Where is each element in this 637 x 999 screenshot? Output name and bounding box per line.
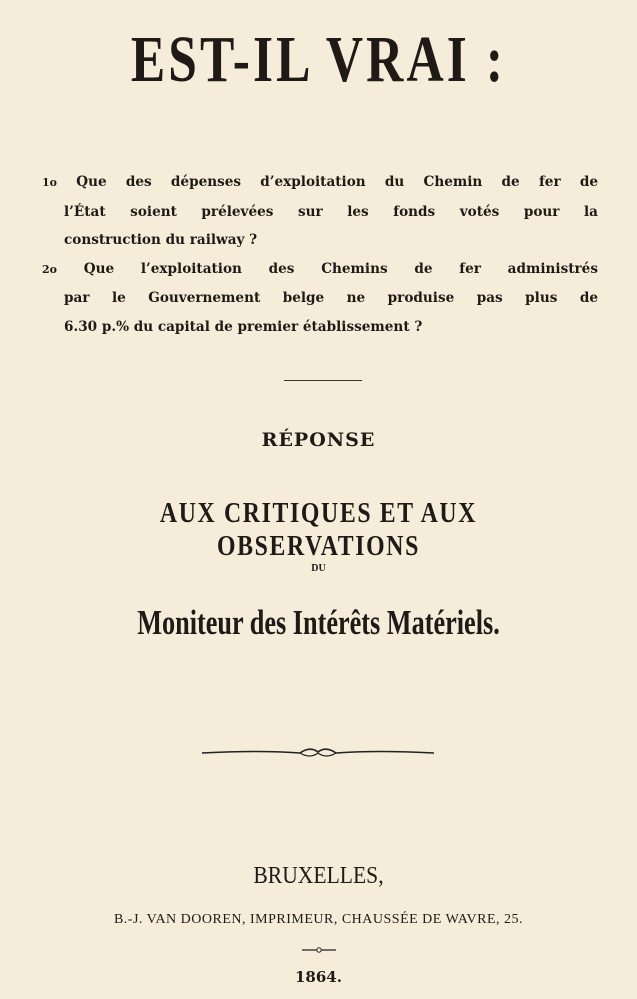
question-2-line-3: 6.30 p.% du capital de premier établissement ? <box>64 318 423 335</box>
questions <box>42 168 598 342</box>
reponse-heading: RÉPONSE <box>261 429 376 451</box>
journal-title: Moniteur des Intérêts Matériels. <box>137 603 500 642</box>
city: BRUXELLES, <box>253 863 384 889</box>
question-1-line-3: construction du railway ? <box>64 232 258 249</box>
page-title: EST-IL VRAI : <box>130 23 507 96</box>
subtitle: AUX CRITIQUES ET AUX OBSERVATIONS <box>159 497 478 562</box>
question-1-line-2: l’État soient prélevées sur les fonds votés pour la <box>64 203 598 220</box>
divider-rule <box>284 380 362 381</box>
year: 1864. <box>295 968 342 986</box>
question-2-line-2: par le Gouvernement belge ne produise pas plus de <box>64 290 598 307</box>
du-label: DU <box>311 563 326 574</box>
small-ornament-icon <box>302 946 336 954</box>
question-2-line-1: 2o Que l’exploitation des Chemins de fer administrés <box>42 260 598 277</box>
printer-line: B.-J. VAN DOOREN, IMPRIMEUR, CHAUSSÉE DE WAVRE, 25. <box>113 912 524 927</box>
ornament-divider-icon <box>200 742 436 762</box>
question-1-line-1: 1o Que des dépenses d’exploitation du Chemin de fer de <box>42 174 599 190</box>
